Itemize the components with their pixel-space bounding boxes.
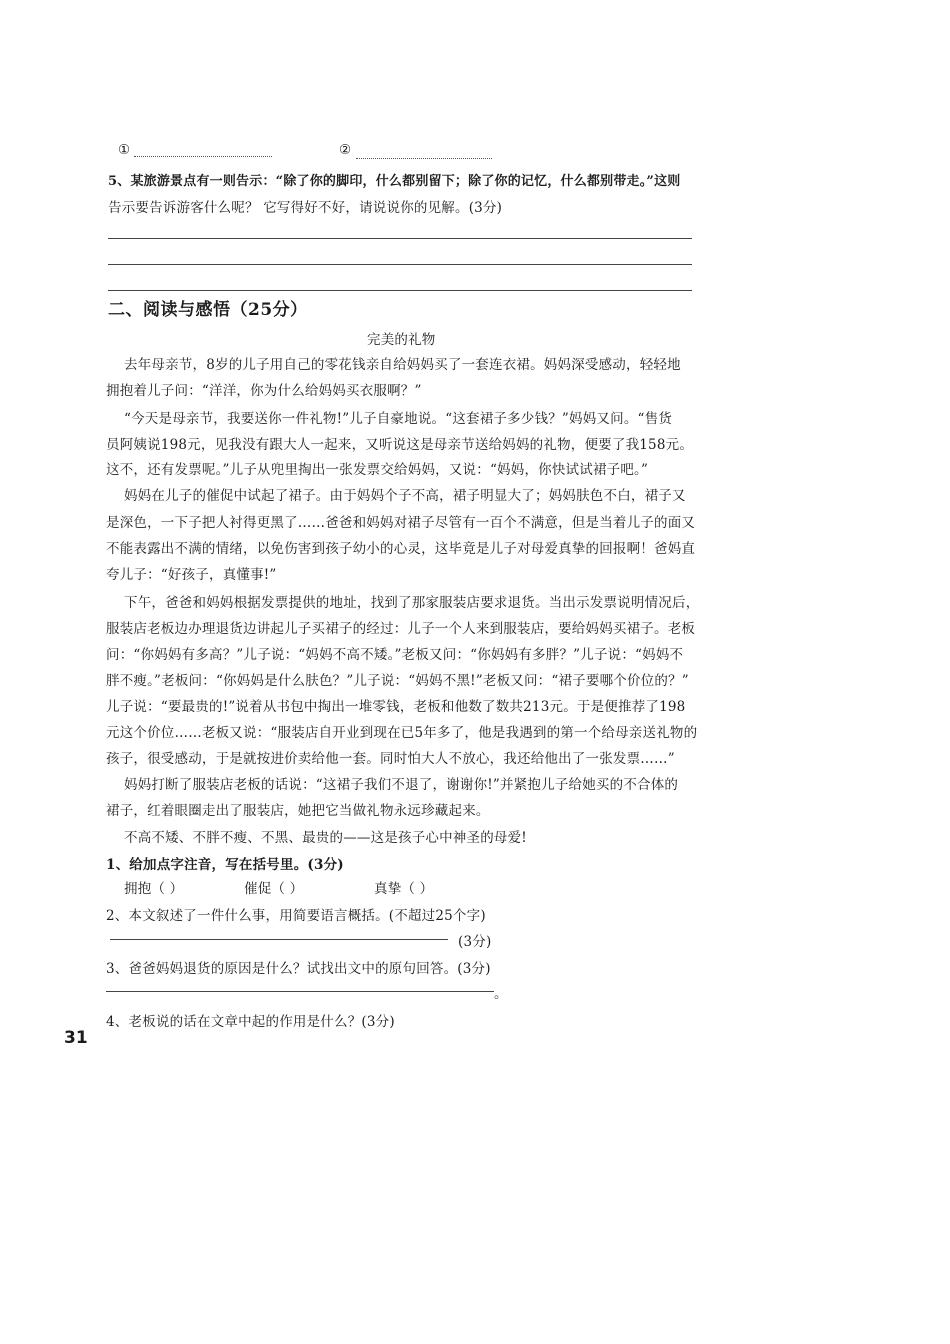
answer-line [106, 991, 494, 992]
question-3-end: 。 [494, 986, 508, 1002]
page-number: 31 [64, 1028, 88, 1048]
article-line: 胖不瘦。”老板问：“你妈妈是什么肤色？”儿子说：“妈妈不黑!”老板又问：“裙子要哪个价位的？” [106, 673, 689, 689]
article-line: “今天是母亲节，我要送你一件礼物!”儿子自豪地说。“这套裙子多少钱？”妈妈又问。“售货 [124, 411, 673, 427]
article-line: 儿子说：“要最贵的!”说着从书包中掏出一堆零钱，老板和他数了数共213元。于是便推荐了198 [106, 699, 686, 715]
blank-1-line [134, 156, 272, 157]
answer-line [108, 238, 692, 239]
article-line: 夸儿子：“好孩子，真懂事!” [106, 567, 277, 583]
article-line: 元这个价位……老板又说：“服装店自开业到现在已5年多了，他是我遇到的第一个给母亲送礼物的 [106, 725, 698, 741]
blank-1-marker: ① [118, 142, 131, 158]
article-line: 这不，还有发票呢。”儿子从兜里掏出一张发票交给妈妈，又说：“妈妈，你快试试裙子吧。” [106, 462, 649, 478]
question-2: 2、本文叙述了一件什么事，用简要语言概括。(不超过25个字) [106, 908, 486, 924]
blank-2-marker: ② [339, 142, 352, 158]
article-line: 妈妈在儿子的催促中试起了裙子。由于妈妈个子不高，裙子明显大了；妈妈肤色不白，裙子又 [124, 488, 686, 504]
article-line: 去年母亲节，8岁的儿子用自己的零花钱亲自给妈妈买了一套连衣裙。妈妈深受感动，轻轻地 [124, 357, 681, 373]
article-line: 妈妈打断了服装店老板的话说：“这裙子我们不退了，谢谢你!”并紧抱儿子给她买的不合体的 [124, 777, 679, 793]
article-line: 不高不矮、不胖不瘦、不黑、最贵的——这是孩子心中神圣的母爱! [124, 830, 527, 846]
answer-line [108, 290, 692, 291]
question-2-score: (3分) [458, 934, 492, 950]
question-3: 3、爸爸妈妈退货的原因是什么？试找出文中的原句回答。(3分) [106, 961, 491, 977]
q5-line-2: 告示要告诉游客什么呢？ 它写得好不好，请说说你的见解。(3分) [108, 200, 503, 216]
question-1: 1、给加点字注音，写在括号里。(3分) [106, 857, 344, 873]
article-line: 下午，爸爸和妈妈根据发票提供的地址，找到了那家服装店要求退货。当出示发票说明情况后， [124, 595, 700, 611]
answer-line [110, 939, 448, 940]
q1-item-1: 拥抱（ ） [124, 881, 184, 897]
article-line: 孩子，很受感动，于是就按进价卖给他一套。同时怕大人不放心，我还给他出了一张发票……” [106, 751, 675, 767]
article-title: 完美的礼物 [367, 332, 436, 348]
question-4: 4、老板说的话在文章中起的作用是什么？(3分) [106, 1014, 395, 1030]
blank-2-line [356, 158, 492, 159]
answer-line [108, 264, 692, 265]
q1-item-3: 真挚（ ） [374, 881, 434, 897]
article-line: 裙子，红着眼圈走出了服装店，她把它当做礼物永远珍藏起来。 [106, 803, 490, 819]
section-title: 二、阅读与感悟（25分） [108, 300, 308, 320]
q5-line-1: 5、某旅游景点有一则告示：“除了你的脚印，什么都别留下；除了你的记忆，什么都别带走。”这则 [108, 174, 681, 189]
article-line: 服装店老板边办理退货边讲起儿子买裙子的经过：儿子一个人来到服装店，要给妈妈买裙子。老板 [106, 621, 696, 637]
q1-item-2: 催促（ ） [244, 881, 304, 897]
article-line: 员阿姨说198元，见我没有跟大人一起来，又听说这是母亲节送给妈妈的礼物，便要了我158元。 [106, 437, 694, 453]
article-line: 不能表露出不满的情绪，以免伤害到孩子幼小的心灵，这毕竟是儿子对母爱真挚的回报啊！爸妈直 [106, 541, 696, 557]
article-line: 是深色，一下子把人衬得更黑了……爸爸和妈妈对裙子尽管有一百个不满意，但是当着儿子的面又 [106, 515, 696, 531]
article-line: 拥抱着儿子问：“洋洋，你为什么给妈妈买衣服啊？” [106, 383, 422, 399]
article-line: 问：“你妈妈有多高？”儿子说：“妈妈不高不矮。”老板又问：“你妈妈有多胖？”儿子说：“妈妈不 [106, 647, 684, 663]
